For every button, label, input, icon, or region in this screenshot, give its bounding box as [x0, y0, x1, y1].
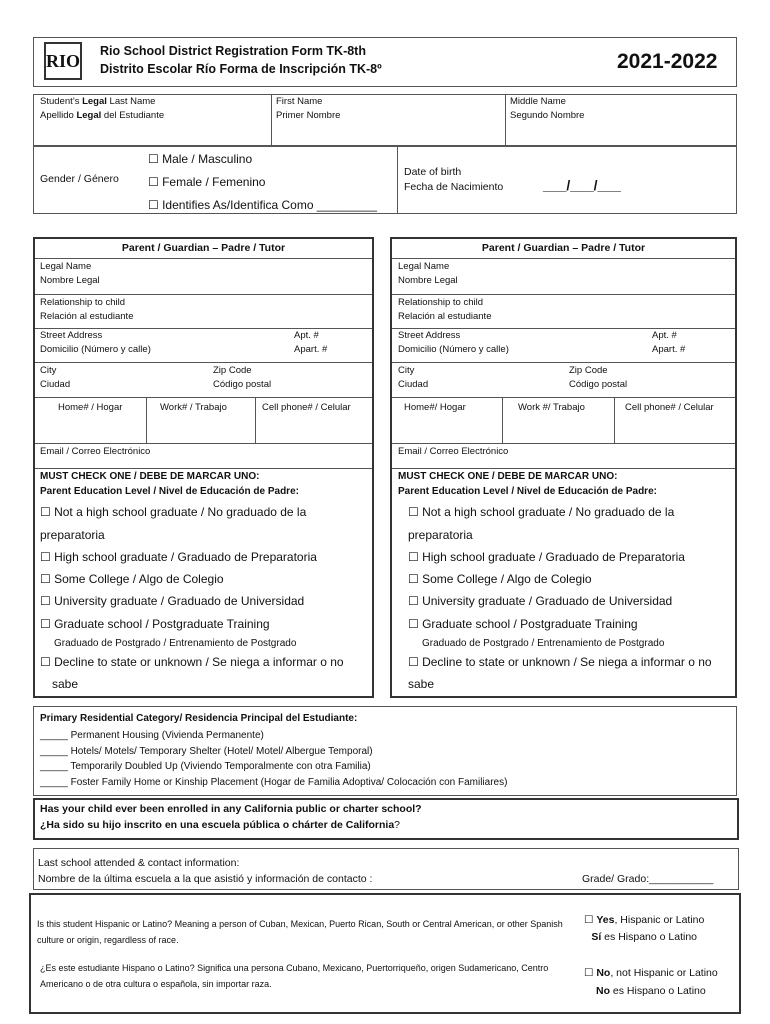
residence-doubled-up[interactable]: _____ Temporarily Doubled Up (Viviendo Temporalmente con otra Familia) [40, 761, 371, 772]
guardian-2-work-phone[interactable]: Work #/ Trabajo [518, 402, 585, 413]
dob-field[interactable]: ___/___/___ [543, 177, 621, 193]
guardian-2-apt[interactable]: Apt. # Apart. # [652, 330, 686, 355]
guardian-2-cell-phone[interactable]: Cell phone# / Celular [625, 402, 714, 413]
gender-options [148, 148, 377, 217]
residence-permanent[interactable]: _____ Permanent Housing (Vivienda Permanente) [40, 730, 264, 741]
edu-option-college[interactable]: ☐ Some College / Algo de Colegio [40, 572, 224, 586]
middle-name-field[interactable] [510, 95, 732, 143]
guardian-1-home-phone[interactable]: Home# / Hogar [58, 402, 123, 413]
edu-option-decline[interactable]: ☐ Decline to state or unknown / Se niega a informar o no [40, 655, 344, 669]
school-year: 2021-2022 [617, 50, 718, 73]
edu-option-university-2[interactable]: ☐ University graduate / Graduado de Universidad [408, 594, 673, 608]
guardian-2-edu-options: ☐ Not a high school graduate / No graduado de la preparatoria ☐ High school graduate / Graduado de Preparatoria ☐ Some College / Algo de Colegio ☐ University graduate / Graduado de Universidad ☐ Graduate school / Postgraduate Training Graduado de Postgrado / Entrenamiento de Postgrado ☐ Decline to state or unknown / Se niega a informar o no sabe [408, 502, 734, 695]
edu-option-college-2[interactable]: ☐ Some College / Algo de Colegio [408, 572, 592, 586]
hispanic-yes-option[interactable]: ☐ Yes, Hispanic or Latino Sí es Hispano o Latino [584, 914, 705, 943]
dob-label: Date of birth Fecha de Nacimiento [404, 166, 504, 193]
gender-option-female[interactable]: ☐ Female / Femenino [148, 175, 266, 189]
guardian-1-email[interactable]: Email / Correo Electrónico [40, 446, 151, 457]
guardian-1-street[interactable]: Street Address Domicilio (Número y calle) [40, 330, 151, 355]
gender-label: Gender / Género [40, 173, 119, 185]
first-name-label: First Name [276, 96, 323, 107]
first-name-label-es: Primer Nombre [276, 110, 341, 121]
residence-foster[interactable]: _____ Foster Family Home or Kinship Placement (Hogar de Familia Adoptiva/ Colocación con Familiares) [40, 776, 508, 788]
last-name-field[interactable]: Student’s Legal Last Name Apellido Legal del Estudiante [40, 96, 165, 121]
guardian-1-edu-level: Parent Education Level / Nivel de Educación de Padre: [40, 486, 299, 497]
last-school-label-es: Nombre de la última escuela a la que asistió y información de contacto : [38, 873, 373, 885]
guardian-1-zip[interactable]: Zip Code Código postal [213, 365, 272, 390]
guardian-2-street[interactable]: Street Address Domicilio (Número y calle) [398, 330, 509, 355]
residence-hotel[interactable]: _____ Hotels/ Motels/ Temporary Shelter (Hotel/ Motel/ Albergue Temporal) [40, 745, 373, 757]
edu-option-university[interactable]: ☐ University graduate / Graduado de Universidad [40, 594, 305, 608]
edu-option-not-hs-2[interactable]: ☐ Not a high school graduate / No graduado de la [408, 505, 675, 519]
guardian-2-title: Parent / Guardian – Padre / Tutor [481, 242, 646, 254]
last-school-label-en: Last school attended & contact information: [38, 857, 240, 869]
form-title-en: Rio School District Registration Form TK-8th [100, 44, 366, 58]
edu-option-hs-2[interactable]: ☐ High school graduate / Graduado de Preparatoria [408, 550, 685, 564]
residence-title: Primary Residential Category/ Residencia Principal del Estudiante: [40, 713, 358, 724]
guardian-2-relationship[interactable]: Relationship to child Relación al estudiante [398, 297, 492, 322]
hispanic-no-option[interactable]: ☐ No, not Hispanic or Latino No es Hispano o Latino [584, 967, 718, 997]
guardian-1-cell-phone[interactable]: Cell phone# / Celular [262, 402, 351, 413]
guardian-1-edu-options: ☐ Not a high school graduate / No graduado de la preparatoria ☐ High school graduate / Graduado de Preparatoria ☐ Some College / Algo de Colegio ☐ University graduate / Graduado de Universidad ☐ Graduate school / Postgraduate Training Graduado de Postgrado / Entrenamiento de Postgrado ☐ Decline to state or unknown / Se niega a informar o no sabe [40, 502, 370, 695]
form-title-es: Distrito Escolar Río Forma de Inscripción TK-8º [100, 62, 382, 76]
california-question-es: ¿Ha sido su hijo inscrito en una escuela pública o chárter de California? [40, 819, 401, 831]
logo-text: RIO [46, 50, 81, 71]
guardian-2-edu-level: Parent Education Level / Nivel de Educación de Padre: [398, 486, 657, 497]
middle-name-label-es: Segundo Nombre [510, 110, 585, 121]
edu-option-hs[interactable]: ☐ High school graduate / Graduado de Preparatoria [40, 550, 317, 564]
guardian-2-must-check: MUST CHECK ONE / DEBE DE MARCAR UNO: [398, 471, 618, 482]
middle-name-label: Middle Name [510, 96, 566, 107]
guardian-1-must-check: MUST CHECK ONE / DEBE DE MARCAR UNO: [40, 471, 260, 482]
gender-dob-box [33, 146, 737, 214]
hispanic-question-en: Is this student Hispanic or Latino? Meaning a person of Cuban, Mexican, Puerto Rican, South or Central American, or other Spanish culture or origin, regardless of race. [37, 919, 563, 945]
district-logo [44, 42, 82, 80]
grade-field[interactable]: Grade/ Grado:___________ [582, 873, 714, 885]
guardian-1-title: Parent / Guardian – Padre / Tutor [121, 242, 286, 254]
gender-option-identifies[interactable]: ☐ Identifies As/Identifica Como _________ [148, 198, 377, 212]
guardian-1-apt[interactable]: Apt. # Apart. # [294, 330, 328, 355]
guardian-2-legal-name[interactable]: Legal Name Nombre Legal [398, 261, 458, 286]
guardian-2-home-phone[interactable]: Home#/ Hogar [404, 402, 466, 413]
guardian-2-city[interactable]: City Ciudad [398, 365, 429, 390]
residence-options [40, 728, 507, 790]
edu-option-decline-2[interactable]: ☐ Decline to state or unknown / Se niega a informar o no [408, 655, 712, 669]
guardian-1-city[interactable]: City Ciudad [40, 365, 71, 390]
guardian-1-relationship[interactable]: Relationship to child Relación al estudiante [40, 297, 134, 322]
edu-option-graduate[interactable]: ☐ Graduate school / Postgraduate Training [40, 617, 270, 631]
guardian-2-zip[interactable]: Zip Code Código postal [569, 365, 628, 390]
california-question-en: Has your child ever been enrolled in any California public or charter school? [40, 803, 422, 815]
edu-option-graduate-2[interactable]: ☐ Graduate school / Postgraduate Training [408, 617, 638, 631]
gender-option-male[interactable]: ☐ Male / Masculino [148, 152, 253, 166]
guardian-1-work-phone[interactable]: Work# / Trabajo [160, 402, 227, 413]
first-name-field[interactable] [276, 95, 501, 143]
hispanic-question-es: ¿Es este estudiante Hispano o Latino? Significa una persona Cubano, Mexicano, Puertorriqueño, origen Sudamericano, Centro Americano o de otra cultura o española, sin importar raza. [40, 963, 549, 989]
guardian-2-email[interactable]: Email / Correo Electrónico [398, 446, 509, 457]
edu-option-not-hs[interactable]: ☐ Not a high school graduate / No graduado de la [40, 505, 307, 519]
guardian-1-legal-name[interactable]: Legal Name Nombre Legal [40, 261, 100, 286]
